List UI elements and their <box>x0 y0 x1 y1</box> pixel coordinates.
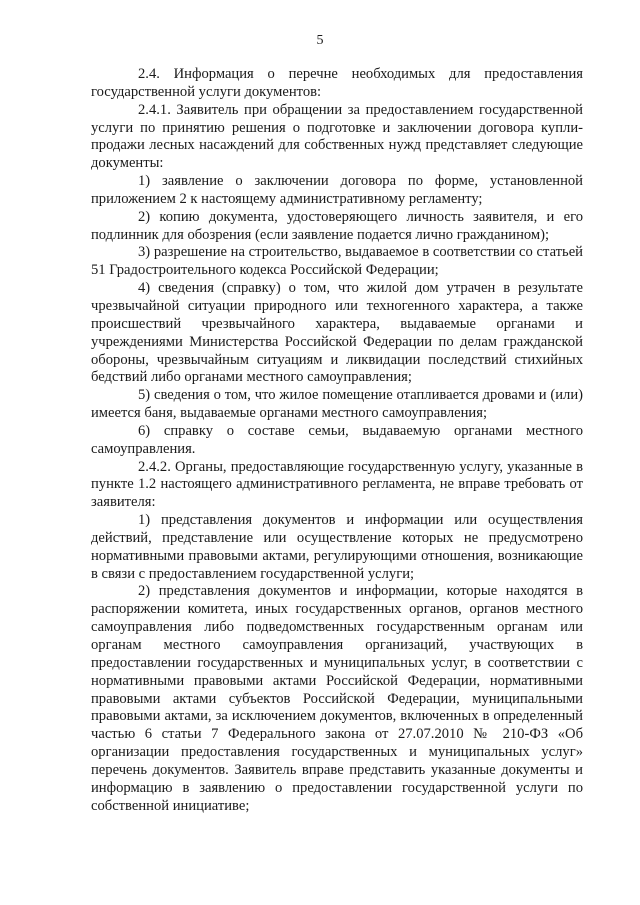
page-number: 5 <box>316 33 324 48</box>
page-content <box>91 66 583 815</box>
list-item-5: 5) сведения о том, что жилое помещение отапливается дровами и (или) имеется баня, выдаваемые органами местного самоуправления; <box>91 387 583 422</box>
paragraph-2-4: 2.4. Информация о перечне необходимых для предоставления государственной услуги документов: <box>91 66 583 100</box>
restriction-item-2: 2) представления документов и информации, которые находятся в распоряжении комитета, иных государственных органов, органов местного самоуправления либо подведомственных государственным органам или органам местного самоуправления организаций, участвующих в предоставлении государственных и муниципальных услуг, в соответствии с нормативными правовыми актами Российской Федерации, нормативными правовыми актами субъектов Российской Федерации, муниципальными правовыми актами, за исключением документов, включенных в определенный частью 6 статьи 7 Федерального закона от 27.07.2010 № 210-ФЗ «Об организации предоставления государственных и муниципальных услуг» перечень документов. Заявитель вправе представить указанные документы и информацию в заявлению о предоставлении государственной услуги по собственной инициативе; <box>91 583 583 814</box>
list-item-1: 1) заявление о заключении договора по форме, установленной приложением 2 к настоящему административному регламенту; <box>91 173 583 207</box>
paragraph-2-4-1: 2.4.1. Заявитель при обращении за предоставлением государственной услуги по принятию решения о подготовке и заключении договора купли-продажи лесных насаждений для собственных нужд представляет следующие документы: <box>91 101 583 172</box>
restriction-item-1: 1) представления документов и информации или осуществления действий, представление или осуществление которых не предусмотрено нормативными правовыми актами, регулирующими отношения, возникающие в связи с предоставлением государственной услуги; <box>91 512 583 582</box>
list-item-4: 4) сведения (справку) о том, что жилой дом утрачен в результате чрезвычайной ситуации природного или техногенного характера, а также происшествий чрезвычайного характера, выдаваемые органами и учреждениями Министерства Российской Федерации по делам гражданской обороны, чрезвычайным ситуациям и ликвидации последствий стихийных бедствий либо органами местного самоуправления; <box>91 280 583 386</box>
list-item-2: 2) копию документа, удостоверяющего личность заявителя, и его подлинник для обозрения (если заявление подается лично гражданином); <box>91 208 583 243</box>
list-item-3: 3) разрешение на строительство, выдаваемое в соответствии со статьей 51 Градостроительного кодекса Российской Федерации; <box>91 244 583 279</box>
list-item-6: 6) справку о составе семьи, выдаваемую органами местного самоуправления. <box>91 422 583 457</box>
paragraph-2-4-2: 2.4.2. Органы, предоставляющие государственную услугу, указанные в пункте 1.2 настоящего административного регламента, не вправе требовать от заявителя: <box>91 458 583 511</box>
